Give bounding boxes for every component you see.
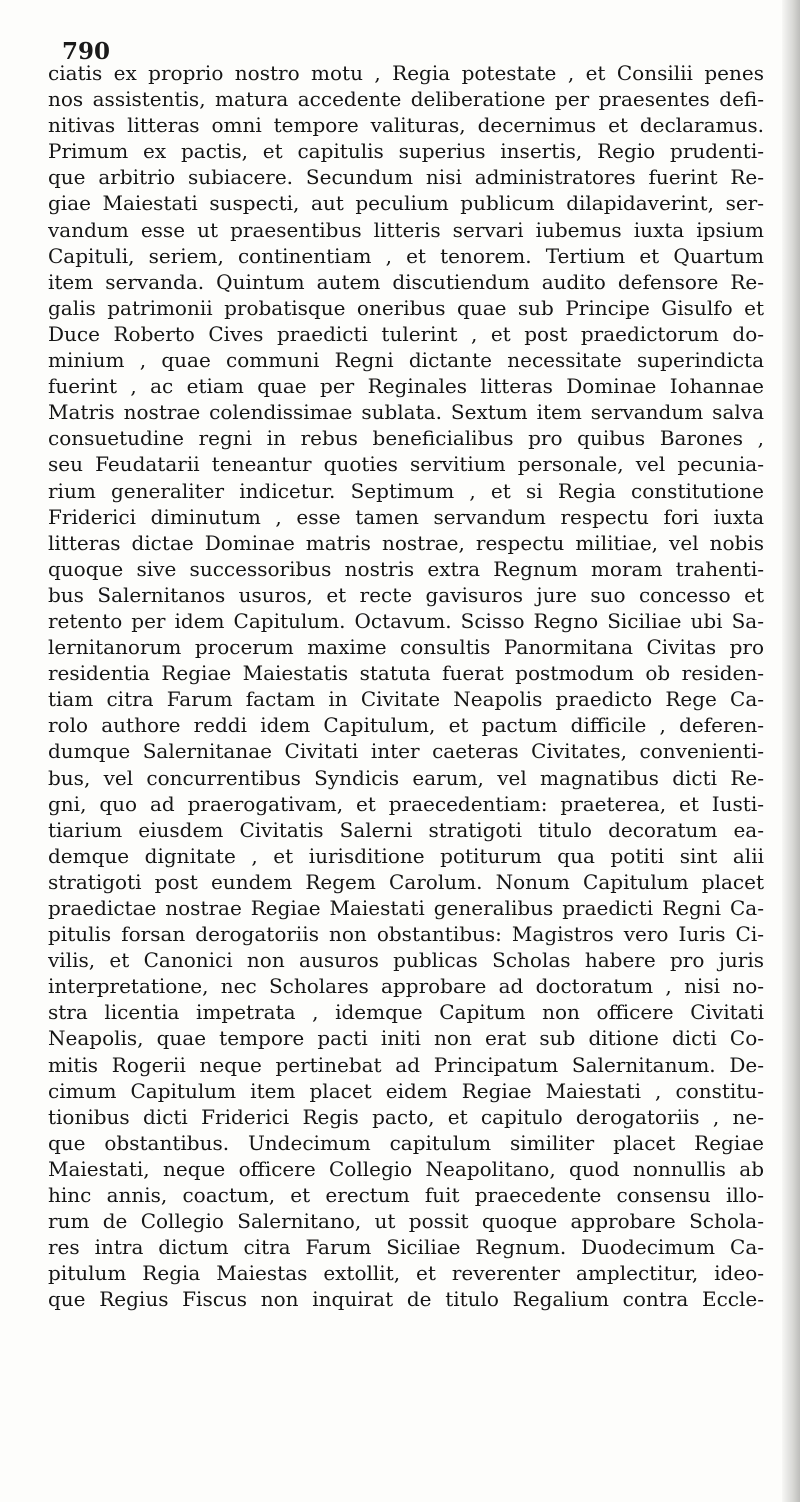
text-line: residentia Regiae Maiestatis statuta fuerat postmodum ob residen- xyxy=(48,661,764,686)
text-line: cimum Capitulum item placet eidem Regiae Maiestati , constitu- xyxy=(48,1078,764,1103)
text-line: rum de Collegio Salernitano, ut possit quoque approbare Schola- xyxy=(48,1209,764,1234)
text-line: tiarium eiusdem Civitatis Salerni stratigoti titulo decoratum ea- xyxy=(48,817,764,842)
text-line: item servanda. Quintum autem discutiendum audito defensore Re- xyxy=(48,269,764,294)
text-line: consuetudine regni in rebus beneficialibus pro quibus Barones , xyxy=(48,426,764,451)
text-line: demque dignitate , et iurisditione potiturum qua potiti sint alii xyxy=(48,843,764,868)
text-line: Primum ex pactis, et capitulis superius insertis, Regio prudenti- xyxy=(48,139,764,164)
text-line: rolo authore reddi idem Capitulum, et pactum difficile , deferen- xyxy=(48,713,764,738)
text-line: Neapolis, quae tempore pacti initi non erat sub ditione dicti Co- xyxy=(48,1026,764,1051)
text-line: Maiestati, neque officere Collegio Neapolitano, quod nonnullis ab xyxy=(48,1156,764,1181)
text-line: stratigoti post eundem Regem Carolum. Nonum Capitulum placet xyxy=(48,869,764,894)
text-line: tionibus dicti Friderici Regis pacto, et capitulo derogatoriis , ne- xyxy=(48,1104,764,1129)
text-line: interpretatione, nec Scholares approbare ad doctoratum , nisi no- xyxy=(48,974,764,999)
text-line: tiam citra Farum factam in Civitate Neapolis praedicto Rege Ca- xyxy=(48,687,764,712)
text-line: seu Feudatarii teneantur quoties servitium personale, vel pecunia- xyxy=(48,452,764,477)
text-line: retento per idem Capitulum. Octavum. Scisso Regno Siciliae ubi Sa- xyxy=(48,608,764,633)
text-line: bus Salernitanos usuros, et recte gavisuros jure suo concesso et xyxy=(48,582,764,607)
text-line: Matris nostrae colendissimae sublata. Sextum item servandum salva xyxy=(48,400,764,425)
text-line: fuerint , ac etiam quae per Reginales litteras Dominae Iohannae xyxy=(48,374,764,399)
body-text xyxy=(48,60,764,1313)
text-line: pitulis forsan derogatoriis non obstantibus: Magistros vero Iuris Ci- xyxy=(48,922,764,947)
text-line: galis patrimonii probatisque oneribus quae sub Principe Gisulfo et xyxy=(48,295,764,320)
text-line: Capituli, seriem, continentiam , et tenorem. Tertium et Quartum xyxy=(48,243,764,268)
text-line: que arbitrio subiacere. Secundum nisi administratores fuerint Re- xyxy=(48,165,764,190)
text-line: praedictae nostrae Regiae Maiestati generalibus praedicti Regni Ca- xyxy=(48,896,764,920)
text-line: Friderici diminutum , esse tamen servandum respectu fori iuxta xyxy=(48,504,764,529)
text-line: quoque sive successoribus nostris extra Regnum moram trahenti- xyxy=(48,556,764,581)
text-line: litteras dictae Dominae matris nostrae, respectu militiae, vel nobis xyxy=(48,530,764,555)
text-line: pitulum Regia Maiestas extollit, et reverenter amplectitur, ideo- xyxy=(48,1261,764,1286)
text-line: vilis, et Canonici non ausuros publicas Scholas habere pro juris xyxy=(48,948,764,973)
text-line: rium generaliter indicetur. Septimum , et si Regia constitutione xyxy=(48,478,764,503)
text-line: dumque Salernitanae Civitati inter caeteras Civitates, convenienti- xyxy=(48,739,764,764)
text-line: res intra dictum citra Farum Siciliae Regnum. Duodecimum Ca- xyxy=(48,1235,764,1260)
text-line: stra licentia impetrata , idemque Capitum non officere Civitati xyxy=(48,1000,764,1025)
page-number: 790 xyxy=(62,38,111,65)
text-line: ciatis ex proprio nostro motu , Regia potestate , et Consilii penes xyxy=(48,61,764,85)
text-line: nos assistentis, matura accedente deliberatione per praesentes defi- xyxy=(48,87,764,112)
page-edge-shadow xyxy=(782,0,800,1502)
text-line: mitis Rogerii neque pertinebat ad Principatum Salernitanum. De- xyxy=(48,1052,764,1077)
text-line: vandum esse ut praesentibus litteris servari iubemus iuxta ipsium xyxy=(48,217,764,242)
text-line: nitivas litteras omni tempore valituras, decernimus et declaramus. xyxy=(48,113,764,138)
text-line: minium , quae communi Regni dictante necessitate superindicta xyxy=(48,348,764,373)
text-line: Duce Roberto Cives praedicti tulerint , et post praedictorum do- xyxy=(48,321,764,346)
text-line: gni, quo ad praerogativam, et praecedentiam: praeterea, et Iusti- xyxy=(48,791,764,816)
text-line: bus, vel concurrentibus Syndicis earum, vel magnatibus dicti Re- xyxy=(48,765,764,790)
text-line: hinc annis, coactum, et erectum fuit praecedente consensu illo- xyxy=(48,1183,764,1208)
text-line: que obstantibus. Undecimum capitulum similiter placet Regiae xyxy=(48,1130,764,1155)
text-line: lernitanorum procerum maxime consultis Panormitana Civitas pro xyxy=(48,635,764,660)
text-line: que Regius Fiscus non inquirat de titulo Regalium contra Eccle- xyxy=(48,1287,764,1312)
text-line: giae Maiestati suspecti, aut peculium publicum dilapidaverint, ser- xyxy=(48,191,764,216)
